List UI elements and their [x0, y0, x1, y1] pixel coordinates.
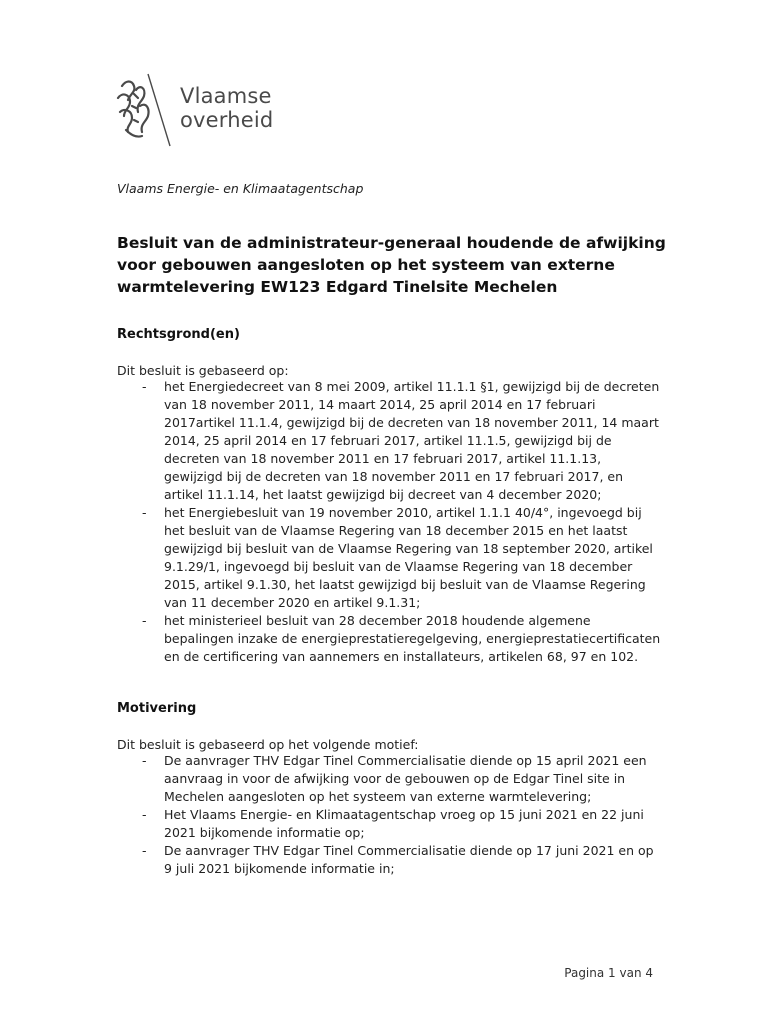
list-item-text: De aanvrager THV Edgar Tinel Commercialisatie diende op 15 april 2021 een aanvraag in voor de afwijking voor de gebouwen op de Edgar Tinel site in Mechelen aangesloten op het systeem van externe warmtelevering;	[164, 753, 647, 804]
list-dash: -	[142, 379, 147, 394]
list-dash: -	[142, 753, 147, 768]
list-item	[117, 378, 662, 504]
logo-line-2: overheid	[180, 108, 274, 132]
list-item	[117, 752, 662, 806]
list-item-text: Het Vlaams Energie- en Klimaatagentschap vroeg op 15 juni 2021 en 22 juni 2021 bijkomende informatie op;	[164, 807, 644, 840]
list-item	[117, 806, 662, 842]
list-item	[117, 504, 662, 612]
agency-name: Vlaams Energie- en Klimaatagentschap	[117, 181, 364, 196]
list-item	[117, 612, 662, 666]
list-item	[117, 842, 662, 878]
list-dash: -	[142, 505, 147, 520]
document-title: Besluit van de administrateur-generaal houdende de afwijking voor gebouwen aangesloten op het systeem van externe warmtelevering EW123 Edgard Tinelsite Mechelen	[117, 234, 666, 296]
list-item-text: het Energiebesluit van 19 november 2010, artikel 1.1.1 40/4°, ingevoegd bij het besluit van de Vlaamse Regering van 18 december 2015 en het laatst gewijzigd bij besluit van de Vlaamse Regering van 18 september 2020, artikel 9.1.29/1, ingevoegd bij besluit van de Vlaamse Regering van 18 december 2015, artikel 9.1.30, het laatst gewijzigd bij besluit van de Vlaamse Regering van 11 december 2020 en artikel 9.1.31;	[164, 505, 653, 610]
page-number: Pagina 1 van 4	[564, 966, 653, 980]
list-dash: -	[142, 843, 147, 858]
motivering-list	[117, 752, 662, 878]
rechtsgrond-list	[117, 378, 662, 666]
list-item-text: De aanvrager THV Edgar Tinel Commercialisatie diende op 17 juni 2021 en op 9 juli 2021 bijkomende informatie in;	[164, 843, 654, 876]
vlaamse-overheid-logo	[112, 72, 312, 148]
list-dash: -	[142, 613, 147, 628]
section-heading-motivering: Motivering	[117, 701, 197, 716]
list-dash: -	[142, 807, 147, 822]
list-item-text: het ministerieel besluit van 28 december 2018 houdende algemene bepalingen inzake de energieprestatieregelgeving, energieprestatiecertificaten en de certificering van aannemers en installateurs, artikelen 68, 97 en 102.	[164, 613, 661, 664]
logo-line-1: Vlaamse	[180, 84, 272, 108]
logo-wordmark	[180, 84, 273, 132]
section-intro-motivering: Dit besluit is gebaseerd op het volgende motief:	[117, 737, 419, 752]
section-intro-rechtsgrond: Dit besluit is gebaseerd op:	[117, 363, 289, 378]
list-item-text: het Energiedecreet van 8 mei 2009, artikel 11.1.1 §1, gewijzigd bij de decreten van 18 november 2011, 14 maart 2014, 25 april 2014 en 17 februari 2017artikel 11.1.4, gewijzigd bij de decreten van 18 november 2011, 14 maart 2014, 25 april 2014 en 17 februari 2017, artikel 11.1.5, gewijzigd bij de decreten van 18 november 2011 en 17 februari 2017, artikel 11.1.13, gewijzigd bij de decreten van 18 november 2011 en 17 februari 2017, en artikel 11.1.14, het laatst gewijzigd bij decreet van 4 december 2020;	[164, 379, 660, 502]
section-heading-rechtsgrond: Rechtsgrond(en)	[117, 327, 240, 342]
flemish-lion-icon	[112, 72, 174, 148]
